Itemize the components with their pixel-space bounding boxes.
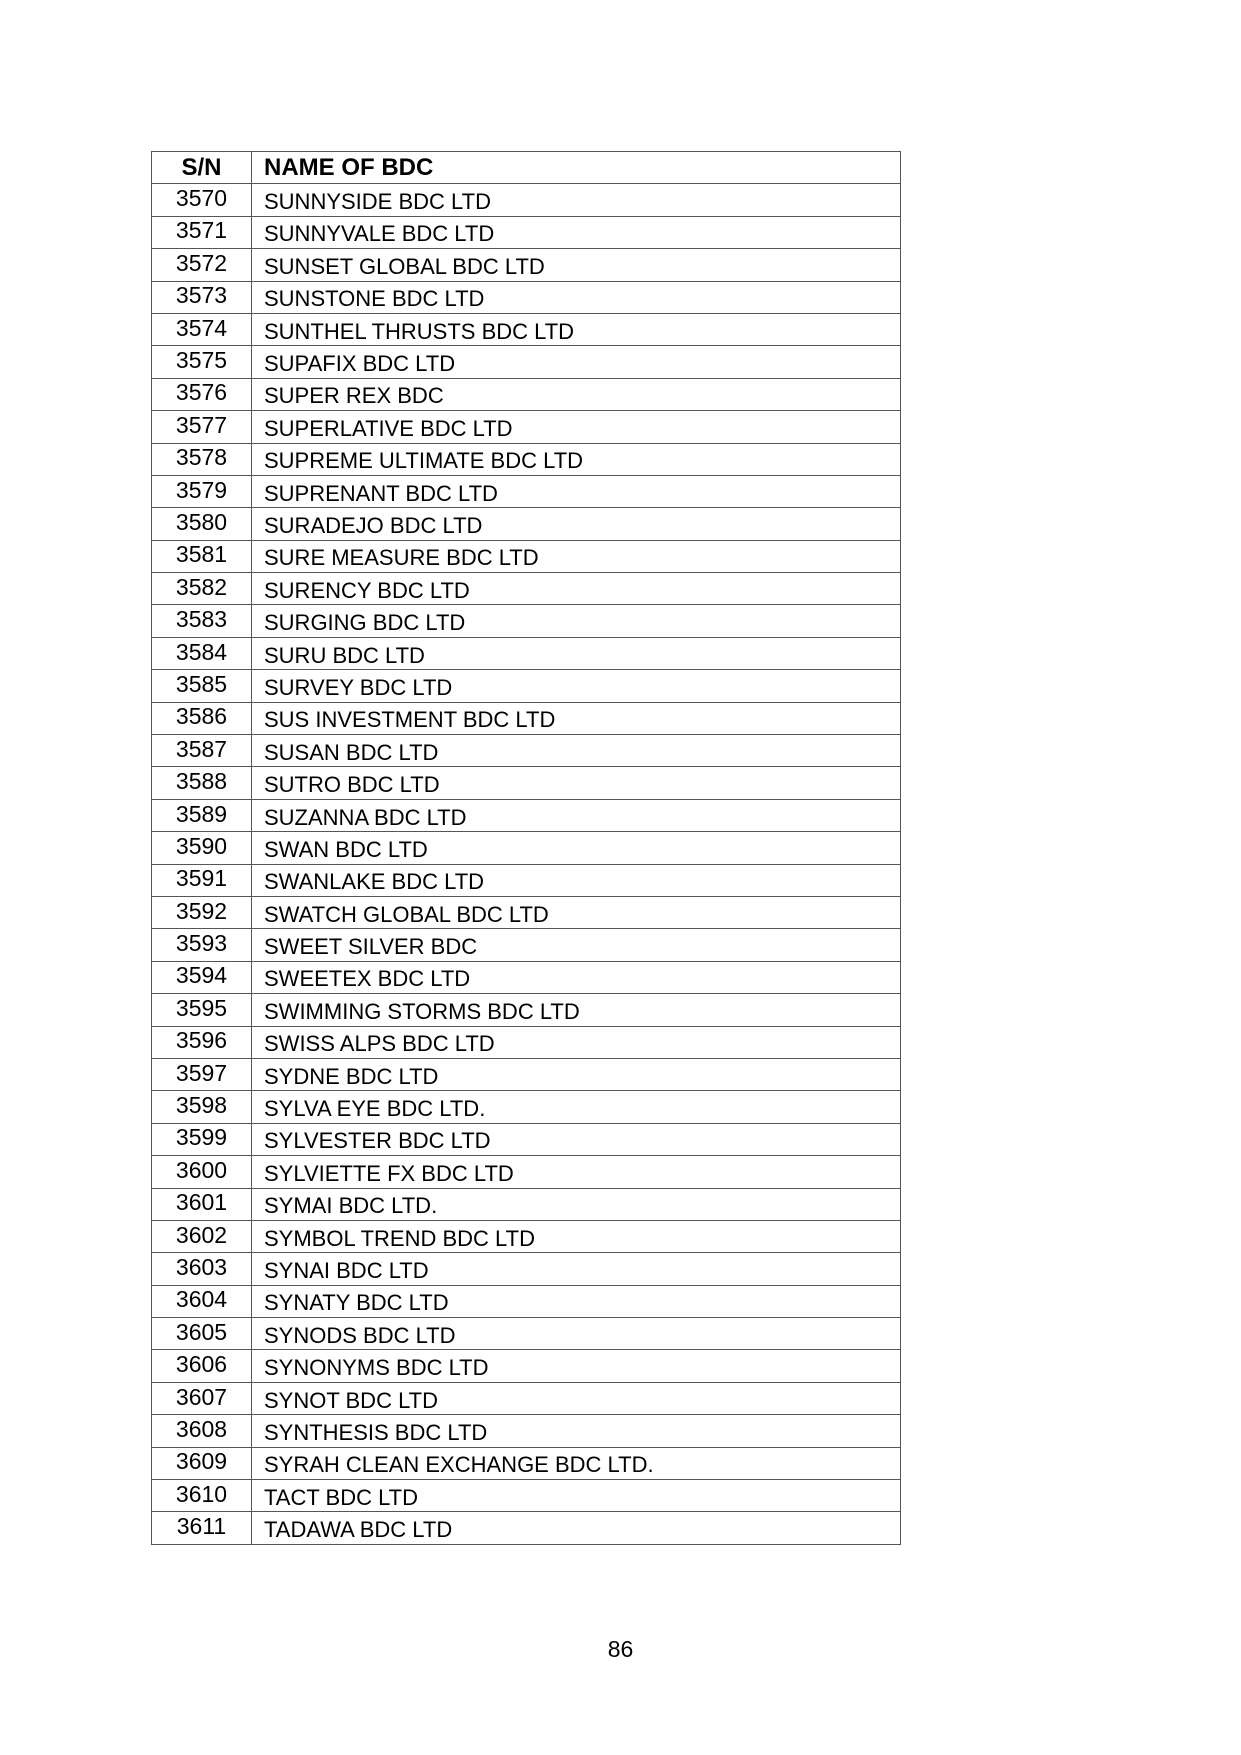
- row-bdc-name: SYNTHESIS BDC LTD: [252, 1415, 901, 1447]
- table-row: [152, 637, 901, 669]
- table-row: [152, 475, 901, 507]
- table-row: [152, 443, 901, 475]
- row-bdc-name: SYDNE BDC LTD: [252, 1058, 901, 1090]
- row-bdc-name: SWEETEX BDC LTD: [252, 961, 901, 993]
- row-sn: 3607: [152, 1382, 252, 1414]
- header-sn: S/N: [152, 152, 252, 184]
- row-sn: 3595: [152, 994, 252, 1026]
- row-sn: 3594: [152, 961, 252, 993]
- row-bdc-name: SYRAH CLEAN EXCHANGE BDC LTD.: [252, 1447, 901, 1479]
- row-bdc-name: SYMAI BDC LTD.: [252, 1188, 901, 1220]
- row-sn: 3592: [152, 896, 252, 928]
- table-row: [152, 1318, 901, 1350]
- row-bdc-name: SYNODS BDC LTD: [252, 1318, 901, 1350]
- row-bdc-name: SUNTHEL THRUSTS BDC LTD: [252, 313, 901, 345]
- row-sn: 3580: [152, 508, 252, 540]
- row-bdc-name: SYNOT BDC LTD: [252, 1382, 901, 1414]
- row-bdc-name: SWANLAKE BDC LTD: [252, 864, 901, 896]
- row-bdc-name: SYNAI BDC LTD: [252, 1253, 901, 1285]
- row-sn: 3586: [152, 702, 252, 734]
- table-row: [152, 1091, 901, 1123]
- row-sn: 3591: [152, 864, 252, 896]
- row-sn: 3578: [152, 443, 252, 475]
- row-bdc-name: SUPERLATIVE BDC LTD: [252, 411, 901, 443]
- row-sn: 3572: [152, 249, 252, 281]
- table-row: [152, 799, 901, 831]
- table-row: [152, 1480, 901, 1512]
- row-sn: 3585: [152, 670, 252, 702]
- table-row: [152, 1188, 901, 1220]
- table-row: [152, 1156, 901, 1188]
- row-bdc-name: SURE MEASURE BDC LTD: [252, 540, 901, 572]
- row-sn: 3600: [152, 1156, 252, 1188]
- row-bdc-name: SUSAN BDC LTD: [252, 735, 901, 767]
- table-row: [152, 1382, 901, 1414]
- row-sn: 3611: [152, 1512, 252, 1544]
- bdc-table: [151, 151, 901, 1545]
- row-sn: 3588: [152, 767, 252, 799]
- row-bdc-name: SYLVA EYE BDC LTD.: [252, 1091, 901, 1123]
- table-row: [152, 1026, 901, 1058]
- table-row: [152, 346, 901, 378]
- row-bdc-name: SUZANNA BDC LTD: [252, 799, 901, 831]
- row-sn: 3583: [152, 605, 252, 637]
- row-sn: 3590: [152, 832, 252, 864]
- table-row: [152, 896, 901, 928]
- row-bdc-name: SWISS ALPS BDC LTD: [252, 1026, 901, 1058]
- table-row: [152, 184, 901, 216]
- row-sn: 3575: [152, 346, 252, 378]
- row-sn: 3597: [152, 1058, 252, 1090]
- table-row: [152, 540, 901, 572]
- table-row: [152, 1058, 901, 1090]
- table-row: [152, 1447, 901, 1479]
- table-row: [152, 1512, 901, 1544]
- row-bdc-name: SUNSTONE BDC LTD: [252, 281, 901, 313]
- table-row: [152, 573, 901, 605]
- table-header-row: [152, 152, 901, 184]
- table-row: [152, 249, 901, 281]
- row-sn: 3589: [152, 799, 252, 831]
- row-bdc-name: SWIMMING STORMS BDC LTD: [252, 994, 901, 1026]
- row-sn: 3584: [152, 637, 252, 669]
- table-row: [152, 1123, 901, 1155]
- row-sn: 3571: [152, 216, 252, 248]
- row-bdc-name: SYLVESTER BDC LTD: [252, 1123, 901, 1155]
- table-row: [152, 605, 901, 637]
- row-sn: 3599: [152, 1123, 252, 1155]
- header-name-of-bdc: NAME OF BDC: [252, 152, 901, 184]
- row-sn: 3593: [152, 929, 252, 961]
- row-bdc-name: SUPAFIX BDC LTD: [252, 346, 901, 378]
- row-sn: 3574: [152, 313, 252, 345]
- row-bdc-name: SUPRENANT BDC LTD: [252, 475, 901, 507]
- row-sn: 3573: [152, 281, 252, 313]
- row-sn: 3604: [152, 1285, 252, 1317]
- row-bdc-name: SWATCH GLOBAL BDC LTD: [252, 896, 901, 928]
- table-row: [152, 313, 901, 345]
- table-row: [152, 864, 901, 896]
- row-bdc-name: SYLVIETTE FX BDC LTD: [252, 1156, 901, 1188]
- row-bdc-name: SUNNYVALE BDC LTD: [252, 216, 901, 248]
- table-row: [152, 767, 901, 799]
- table-row: [152, 216, 901, 248]
- table-row: [152, 832, 901, 864]
- table-row: [152, 411, 901, 443]
- row-bdc-name: SURGING BDC LTD: [252, 605, 901, 637]
- row-bdc-name: SWEET SILVER BDC: [252, 929, 901, 961]
- row-bdc-name: SUPER REX BDC: [252, 378, 901, 410]
- table-row: [152, 378, 901, 410]
- row-bdc-name: TADAWA BDC LTD: [252, 1512, 901, 1544]
- row-bdc-name: SUS INVESTMENT BDC LTD: [252, 702, 901, 734]
- table-row: [152, 1350, 901, 1382]
- table-row: [152, 735, 901, 767]
- row-bdc-name: SUNSET GLOBAL BDC LTD: [252, 249, 901, 281]
- row-bdc-name: SWAN BDC LTD: [252, 832, 901, 864]
- row-bdc-name: TACT BDC LTD: [252, 1480, 901, 1512]
- row-sn: 3603: [152, 1253, 252, 1285]
- table-row: [152, 1415, 901, 1447]
- row-sn: 3577: [152, 411, 252, 443]
- row-sn: 3596: [152, 1026, 252, 1058]
- table-row: [152, 961, 901, 993]
- row-sn: 3605: [152, 1318, 252, 1350]
- row-sn: 3576: [152, 378, 252, 410]
- table-row: [152, 1285, 901, 1317]
- row-bdc-name: SYNATY BDC LTD: [252, 1285, 901, 1317]
- row-bdc-name: SURENCY BDC LTD: [252, 573, 901, 605]
- table-row: [152, 929, 901, 961]
- row-bdc-name: SURVEY BDC LTD: [252, 670, 901, 702]
- row-bdc-name: SURADEJO BDC LTD: [252, 508, 901, 540]
- row-sn: 3608: [152, 1415, 252, 1447]
- row-bdc-name: SYMBOL TREND BDC LTD: [252, 1220, 901, 1252]
- row-sn: 3587: [152, 735, 252, 767]
- row-sn: 3610: [152, 1480, 252, 1512]
- table-row: [152, 670, 901, 702]
- row-bdc-name: SURU BDC LTD: [252, 637, 901, 669]
- row-sn: 3609: [152, 1447, 252, 1479]
- row-sn: 3570: [152, 184, 252, 216]
- row-bdc-name: SYNONYMS BDC LTD: [252, 1350, 901, 1382]
- row-bdc-name: SUNNYSIDE BDC LTD: [252, 184, 901, 216]
- table-row: [152, 1220, 901, 1252]
- row-bdc-name: SUTRO BDC LTD: [252, 767, 901, 799]
- row-bdc-name: SUPREME ULTIMATE BDC LTD: [252, 443, 901, 475]
- row-sn: 3598: [152, 1091, 252, 1123]
- row-sn: 3582: [152, 573, 252, 605]
- row-sn: 3602: [152, 1220, 252, 1252]
- table-row: [152, 702, 901, 734]
- table-row: [152, 994, 901, 1026]
- table-row: [152, 1253, 901, 1285]
- table-body: [152, 184, 901, 1544]
- row-sn: 3579: [152, 475, 252, 507]
- table-row: [152, 508, 901, 540]
- table-row: [152, 281, 901, 313]
- page-number: 86: [607, 1636, 634, 1662]
- row-sn: 3601: [152, 1188, 252, 1220]
- row-sn: 3606: [152, 1350, 252, 1382]
- row-sn: 3581: [152, 540, 252, 572]
